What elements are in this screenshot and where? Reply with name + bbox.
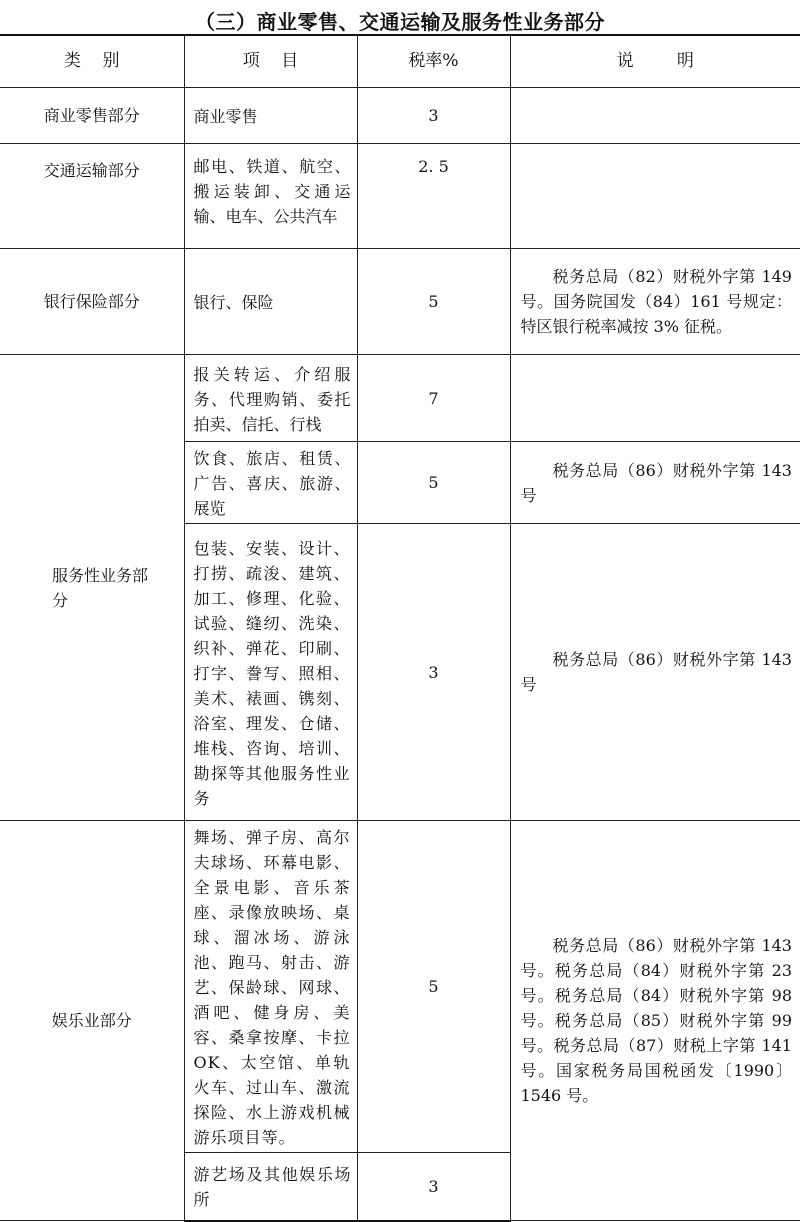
note-service-2: 税务总局（86）财税外字第 143 号 [510, 442, 800, 524]
item-service-1: 报关转运、介绍服务、代理购销、委托拍卖、信托、行栈 [184, 355, 357, 442]
category-service [0, 355, 184, 821]
item-banking: 银行、保险 [184, 249, 357, 355]
rate-entertainment-2: 3 [357, 1153, 510, 1221]
note-transport [510, 144, 800, 249]
table-title: （三）商业零售、交通运输及服务性业务部分 [195, 10, 605, 34]
header-note: 说 明 [510, 35, 800, 88]
note-service-1 [510, 355, 800, 442]
table-row-entertainment-1 [0, 821, 800, 1153]
table-row-retail [0, 88, 800, 144]
header-rate: 税率% [357, 35, 510, 88]
item-service-2: 饮食、旅店、租赁、广告、喜庆、旅游、展览 [184, 442, 357, 524]
rate-entertainment-1: 5 [357, 821, 510, 1153]
rate-transport: 2. 5 [357, 144, 510, 249]
item-entertainment-1: 舞场、弹子房、高尔夫球场、环幕电影、全景电影、音乐茶座、录像放映场、桌球、溜冰场、游泳池、跑马、射击、游艺、保龄球、网球、酒吧、健身房、美容、桑拿按摩、卡拉OK、太空馆、单轨火车、过山车、激流探险、水上游戏机械游乐项目等。 [184, 821, 357, 1153]
note-banking: 税务总局（82）财税外字第 149 号。国务院国发（84）161 号规定：特区银行税率减按 3% 征税。 [510, 249, 800, 355]
category-retail: 商业零售部分 [0, 88, 184, 144]
table-row-banking [0, 249, 800, 355]
item-retail: 商业零售 [184, 88, 357, 144]
rate-service-3: 3 [357, 524, 510, 821]
header-category: 类 别 [0, 35, 184, 88]
rate-service-2: 5 [357, 442, 510, 524]
rate-banking: 5 [357, 249, 510, 355]
note-service-3: 税务总局（86）财税外字第 143 号 [510, 524, 800, 821]
note-retail [510, 88, 800, 144]
category-service-label: 服务性业务部分 [52, 565, 149, 610]
item-entertainment-2: 游艺场及其他娱乐场所 [184, 1153, 357, 1221]
rate-service-1: 7 [357, 355, 510, 442]
item-service-3: 包装、安装、设计、打捞、疏浚、建筑、加工、修理、化验、试验、缝纫、洗染、织补、弹花、印刷、打字、誊写、照相、美术、裱画、镌刻、浴室、理发、仓储、堆栈、咨询、培训、勘探等其他服务性业务 [184, 524, 357, 821]
tax-rate-table [0, 34, 800, 1222]
category-banking: 银行保险部分 [0, 249, 184, 355]
item-transport: 邮电、铁道、航空、搬运装卸、交通运输、电车、公共汽车 [184, 144, 357, 249]
note-entertainment: 税务总局（86）财税外字第 143 号。税务总局（84）财税外字第 23 号。税务总局（84）财税外字第 98 号。税务总局（85）财税外字第 99 号。税务总局（87）财税上字第 141 号。国家税务局国税函发〔1990〕1546 号。 [510, 821, 800, 1221]
rate-retail: 3 [357, 88, 510, 144]
header-item: 项 目 [184, 35, 357, 88]
table-row-service-1 [0, 355, 800, 442]
category-entertainment: 娱乐业部分 [0, 821, 184, 1221]
table-row-transport [0, 144, 800, 249]
header-row [0, 35, 800, 88]
category-transport: 交通运输部分 [0, 144, 184, 249]
